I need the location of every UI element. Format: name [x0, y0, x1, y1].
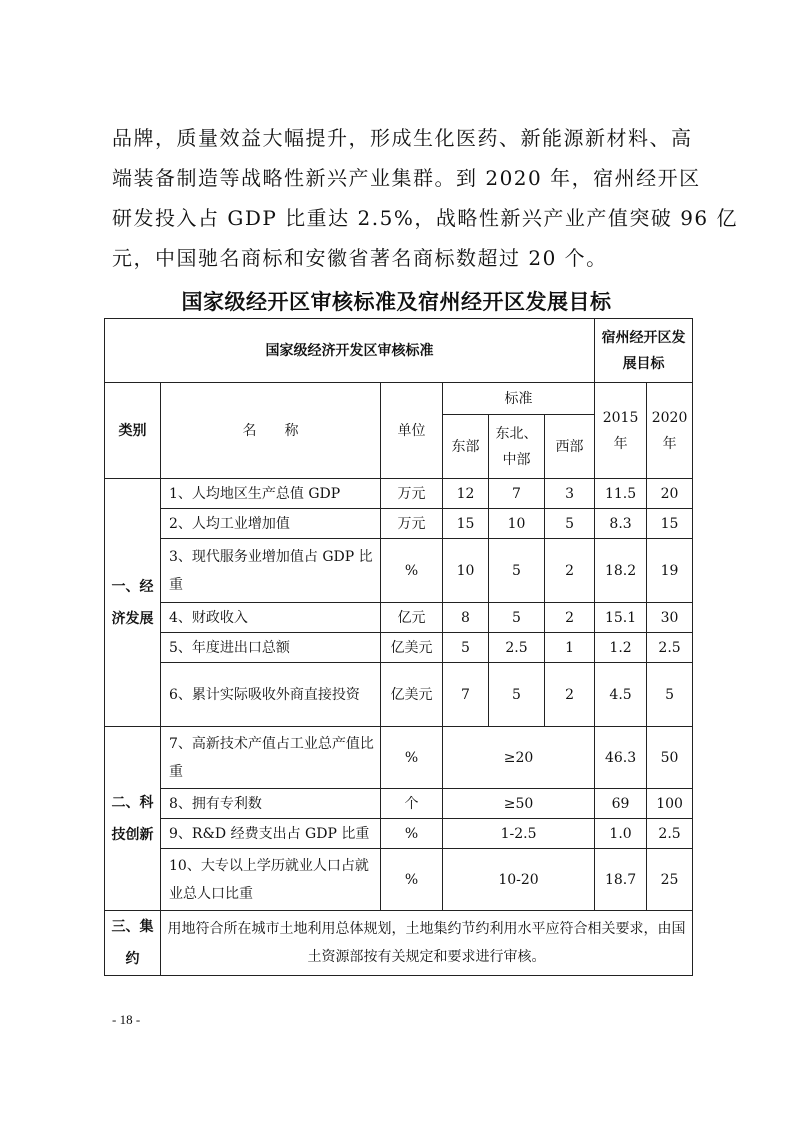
standards-table	[104, 318, 693, 976]
row-unit: 亿美元	[381, 633, 443, 663]
row-west: 2	[545, 539, 595, 603]
row-nec: 7	[489, 479, 545, 509]
row-unit: %	[381, 849, 443, 911]
row-name: 6、累计实际吸收外商直接投资	[161, 663, 381, 727]
table-row	[105, 633, 693, 663]
page-number: - 18 -	[112, 1012, 141, 1027]
row-2015: 18.7	[595, 849, 647, 911]
row-2015: 1.2	[595, 633, 647, 663]
table-row	[105, 727, 693, 789]
name-header: 名 称	[161, 383, 381, 479]
row-2015: 69	[595, 789, 647, 819]
row-2015: 15.1	[595, 603, 647, 633]
row-2015: 1.0	[595, 819, 647, 849]
paragraph-line: 研发投入占 GDP 比重达 2.5%，战略性新兴产业产值突破 96 亿	[112, 206, 739, 230]
paragraph-line: 元，中国驰名商标和安徽省著名商标数超过 20 个。	[112, 246, 608, 270]
national-standard-header: 国家级经济开发区审核标准	[105, 319, 595, 383]
table-header-row	[105, 319, 693, 383]
row-name: 7、高新技术产值占工业总产值比重	[161, 727, 381, 789]
west-header: 西部	[545, 415, 595, 479]
row-unit: 亿美元	[381, 663, 443, 727]
row-unit: 亿元	[381, 603, 443, 633]
row-2015: 46.3	[595, 727, 647, 789]
year-2015-header: 2015年	[595, 383, 647, 479]
row-name: 8、拥有专利数	[161, 789, 381, 819]
table-row	[105, 849, 693, 911]
row-2020: 50	[647, 727, 693, 789]
row-west: 2	[545, 603, 595, 633]
row-west: 1	[545, 633, 595, 663]
row-2020: 19	[647, 539, 693, 603]
row-2020: 100	[647, 789, 693, 819]
paragraph-line: 品牌，质量效益大幅提升，形成生化医药、新能源新材料、高	[112, 126, 693, 150]
category-innovation: 二、科技创新	[105, 727, 161, 911]
row-2020: 20	[647, 479, 693, 509]
row-name: 10、大专以上学历就业人口占就业总人口比重	[161, 849, 381, 911]
paragraph-line: 端装备制造等战略性新兴产业集群。到 2020 年，宿州经开区	[112, 166, 701, 190]
row-2020: 2.5	[647, 819, 693, 849]
row-name: 3、现代服务业增加值占 GDP 比重	[161, 539, 381, 603]
unit-header: 单位	[381, 383, 443, 479]
standard-header: 标准	[443, 383, 595, 415]
row-2020: 25	[647, 849, 693, 911]
row-2020: 2.5	[647, 633, 693, 663]
row-unit: 个	[381, 789, 443, 819]
northeast-central-header: 东北、中部	[489, 415, 545, 479]
east-header: 东部	[443, 415, 489, 479]
row-name: 1、人均地区生产总值 GDP	[161, 479, 381, 509]
table-row	[105, 509, 693, 539]
suzhou-target-header: 宿州经开区发展目标	[595, 319, 693, 383]
row-2020: 15	[647, 509, 693, 539]
body-paragraph	[112, 118, 739, 278]
row-2015: 4.5	[595, 663, 647, 727]
table-row	[105, 819, 693, 849]
row-east: 15	[443, 509, 489, 539]
row-west: 2	[545, 663, 595, 727]
category-land: 三、集约	[105, 911, 161, 976]
row-2015: 18.2	[595, 539, 647, 603]
year-2020-header: 2020年	[647, 383, 693, 479]
row-standard: 1-2.5	[443, 819, 595, 849]
row-name: 4、财政收入	[161, 603, 381, 633]
row-east: 10	[443, 539, 489, 603]
table-row	[105, 663, 693, 727]
table-row	[105, 789, 693, 819]
row-unit: %	[381, 819, 443, 849]
row-nec: 5	[489, 663, 545, 727]
table-title: 国家级经开区审核标准及宿州经开区发展目标	[181, 290, 612, 314]
row-name: 9、R&D 经费支出占 GDP 比重	[161, 819, 381, 849]
row-unit: %	[381, 539, 443, 603]
row-east: 12	[443, 479, 489, 509]
row-east: 5	[443, 633, 489, 663]
row-nec: 5	[489, 539, 545, 603]
category-economy: 一、经济发展	[105, 479, 161, 727]
row-2015: 8.3	[595, 509, 647, 539]
row-unit: 万元	[381, 479, 443, 509]
table-row	[105, 603, 693, 633]
table-row	[105, 479, 693, 509]
table-row	[105, 911, 693, 976]
row-standard: ≥20	[443, 727, 595, 789]
row-west: 3	[545, 479, 595, 509]
category-header: 类别	[105, 383, 161, 479]
row-unit: %	[381, 727, 443, 789]
row-east: 8	[443, 603, 489, 633]
row-west: 5	[545, 509, 595, 539]
land-requirement: 用地符合所在城市土地利用总体规划，土地集约节约利用水平应符合相关要求，由国土资源部按有关规定和要求进行审核。	[161, 911, 693, 976]
row-standard: 10-20	[443, 849, 595, 911]
row-nec: 2.5	[489, 633, 545, 663]
row-standard: ≥50	[443, 789, 595, 819]
row-2015: 11.5	[595, 479, 647, 509]
table-row	[105, 539, 693, 603]
row-2020: 5	[647, 663, 693, 727]
row-nec: 10	[489, 509, 545, 539]
row-nec: 5	[489, 603, 545, 633]
row-east: 7	[443, 663, 489, 727]
row-name: 5、年度进出口总额	[161, 633, 381, 663]
row-unit: 万元	[381, 509, 443, 539]
row-name: 2、人均工业增加值	[161, 509, 381, 539]
row-2020: 30	[647, 603, 693, 633]
table-subheader-row	[105, 383, 693, 415]
